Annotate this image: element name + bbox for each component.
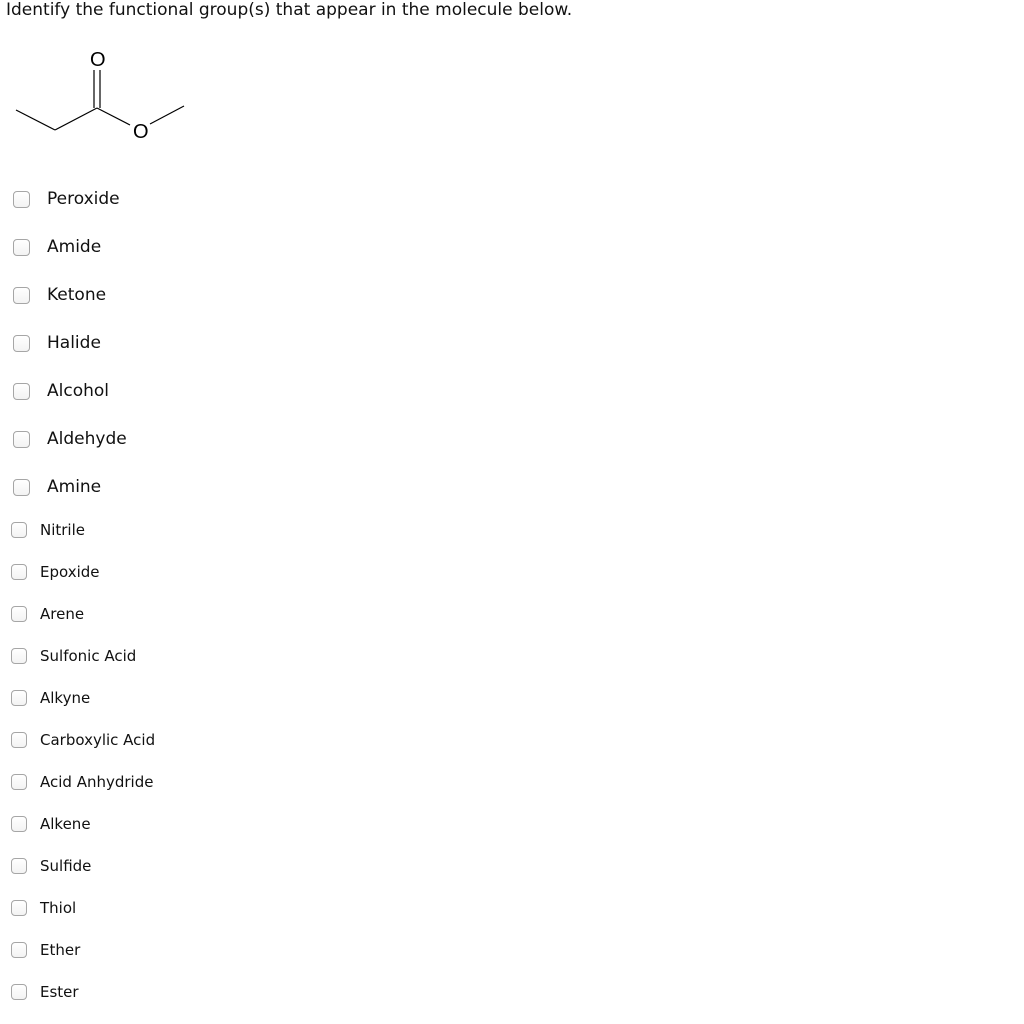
option-label: Ester xyxy=(40,983,79,1001)
option-nitrile[interactable] xyxy=(11,520,85,540)
ether-checkbox[interactable] xyxy=(11,942,27,958)
carbonyl-oxygen-label: O xyxy=(90,49,106,71)
epoxide-checkbox[interactable] xyxy=(11,564,27,580)
option-label: Halide xyxy=(47,333,101,353)
option-label: Epoxide xyxy=(40,563,100,581)
option-label: Peroxide xyxy=(47,189,120,209)
option-label: Ether xyxy=(40,941,81,959)
option-label: Aldehyde xyxy=(47,429,127,449)
option-peroxide[interactable] xyxy=(13,187,120,211)
sulfonic-acid-checkbox[interactable] xyxy=(11,648,27,664)
alkyne-checkbox[interactable] xyxy=(11,690,27,706)
alcohol-checkbox[interactable] xyxy=(13,383,30,400)
option-label: Thiol xyxy=(40,899,77,917)
option-label: Alkene xyxy=(40,815,91,833)
option-label: Alkyne xyxy=(40,689,91,707)
option-label: Arene xyxy=(40,605,85,623)
option-label: Ketone xyxy=(47,285,107,305)
option-ketone[interactable] xyxy=(13,283,106,307)
ester-checkbox[interactable] xyxy=(11,984,27,1000)
option-epoxide[interactable] xyxy=(11,562,100,582)
alkene-checkbox[interactable] xyxy=(11,816,27,832)
option-sulfide[interactable] xyxy=(11,856,91,876)
option-label: Alcohol xyxy=(47,381,109,401)
option-thiol[interactable] xyxy=(11,898,76,918)
option-amide[interactable] xyxy=(13,235,101,259)
halide-checkbox[interactable] xyxy=(13,335,30,352)
aldehyde-checkbox[interactable] xyxy=(13,431,30,448)
option-label: Amine xyxy=(47,477,102,497)
option-carboxylic-acid[interactable] xyxy=(11,730,155,750)
option-ether[interactable] xyxy=(11,940,80,960)
option-amine[interactable] xyxy=(13,475,101,499)
option-label: Sulfonic Acid xyxy=(40,647,137,665)
functional-group-options xyxy=(0,0,400,1024)
option-ester[interactable] xyxy=(11,982,79,1002)
option-halide[interactable] xyxy=(13,331,101,355)
option-aldehyde[interactable] xyxy=(13,427,127,451)
ketone-checkbox[interactable] xyxy=(13,287,30,304)
option-acid-anhydride[interactable] xyxy=(11,772,153,792)
option-alcohol[interactable] xyxy=(13,379,109,403)
option-label: Carboxylic Acid xyxy=(40,731,156,749)
amine-checkbox[interactable] xyxy=(13,479,30,496)
ester-oxygen-label: O xyxy=(133,121,149,143)
arene-checkbox[interactable] xyxy=(11,606,27,622)
option-label: Acid Anhydride xyxy=(40,773,154,791)
sulfide-checkbox[interactable] xyxy=(11,858,27,874)
thiol-checkbox[interactable] xyxy=(11,900,27,916)
option-arene[interactable] xyxy=(11,604,84,624)
amide-checkbox[interactable] xyxy=(13,239,30,256)
carboxylic-acid-checkbox[interactable] xyxy=(11,732,27,748)
option-label: Amide xyxy=(47,237,102,257)
option-label: Nitrile xyxy=(40,521,85,539)
acid-anhydride-checkbox[interactable] xyxy=(11,774,27,790)
option-alkyne[interactable] xyxy=(11,688,90,708)
peroxide-checkbox[interactable] xyxy=(13,191,30,208)
option-label: Sulfide xyxy=(40,857,92,875)
question-text: Identify the functional group(s) that appear in the molecule below. xyxy=(6,0,573,20)
option-alkene[interactable] xyxy=(11,814,91,834)
option-sulfonic-acid[interactable] xyxy=(11,646,136,666)
nitrile-checkbox[interactable] xyxy=(11,522,27,538)
